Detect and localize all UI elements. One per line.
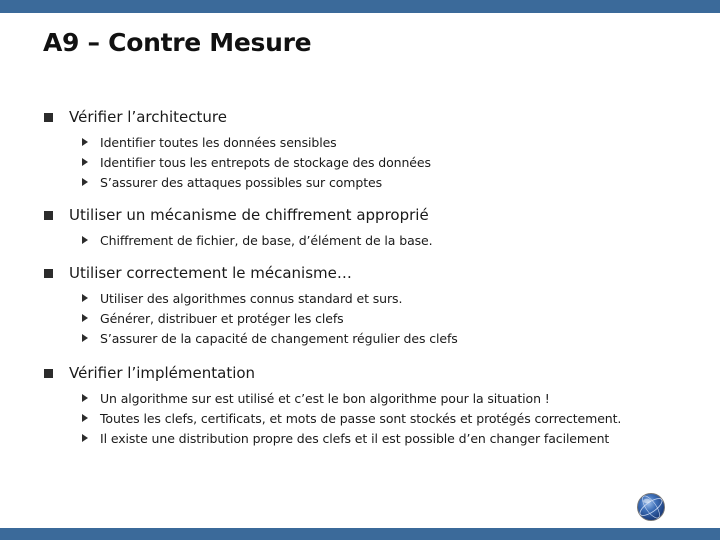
list-item: Toutes les clefs, certificats, et mots de passe sont stockés et protégés correctement. xyxy=(82,408,621,428)
slide-title: A9 – Contre Mesure xyxy=(43,28,312,57)
triangle-bullet-icon xyxy=(82,236,88,244)
section-label: Utiliser correctement le mécanisme… xyxy=(69,264,352,282)
bottom-band xyxy=(0,528,720,540)
list-item: Chiffrement de fichier, de base, d’élément de la base. xyxy=(82,230,433,250)
triangle-bullet-icon xyxy=(82,314,88,322)
triangle-bullet-icon xyxy=(82,138,88,146)
triangle-bullet-icon xyxy=(82,178,88,186)
list-item: Il existe une distribution propre des clefs et il est possible d’en changer facilement xyxy=(82,428,621,448)
square-bullet-icon xyxy=(44,211,53,220)
list-item: S’assurer de la capacité de changement régulier des clefs xyxy=(82,328,458,348)
square-bullet-icon xyxy=(44,269,53,278)
triangle-bullet-icon xyxy=(82,394,88,402)
section-implementation xyxy=(44,362,621,448)
section-architecture xyxy=(44,106,431,192)
triangle-bullet-icon xyxy=(82,414,88,422)
square-bullet-icon xyxy=(44,369,53,378)
section-chiffrement xyxy=(44,204,433,250)
section-label: Utiliser un mécanisme de chiffrement approprié xyxy=(69,206,429,224)
section-label: Vérifier l’architecture xyxy=(69,108,227,126)
triangle-bullet-icon xyxy=(82,294,88,302)
list-item: Identifier tous les entrepots de stockage des données xyxy=(82,152,431,172)
triangle-bullet-icon xyxy=(82,334,88,342)
section-label: Vérifier l’implémentation xyxy=(69,364,256,382)
list-item: S’assurer des attaques possibles sur comptes xyxy=(82,172,431,192)
globe-icon xyxy=(636,492,666,522)
section-mecanisme xyxy=(44,262,458,348)
list-item: Générer, distribuer et protéger les clefs xyxy=(82,308,458,328)
triangle-bullet-icon xyxy=(82,434,88,442)
list-item: Un algorithme sur est utilisé et c’est le bon algorithme pour la situation ! xyxy=(82,388,621,408)
square-bullet-icon xyxy=(44,113,53,122)
list-item: Identifier toutes les données sensibles xyxy=(82,132,431,152)
list-item: Utiliser des algorithmes connus standard et surs. xyxy=(82,288,458,308)
triangle-bullet-icon xyxy=(82,158,88,166)
